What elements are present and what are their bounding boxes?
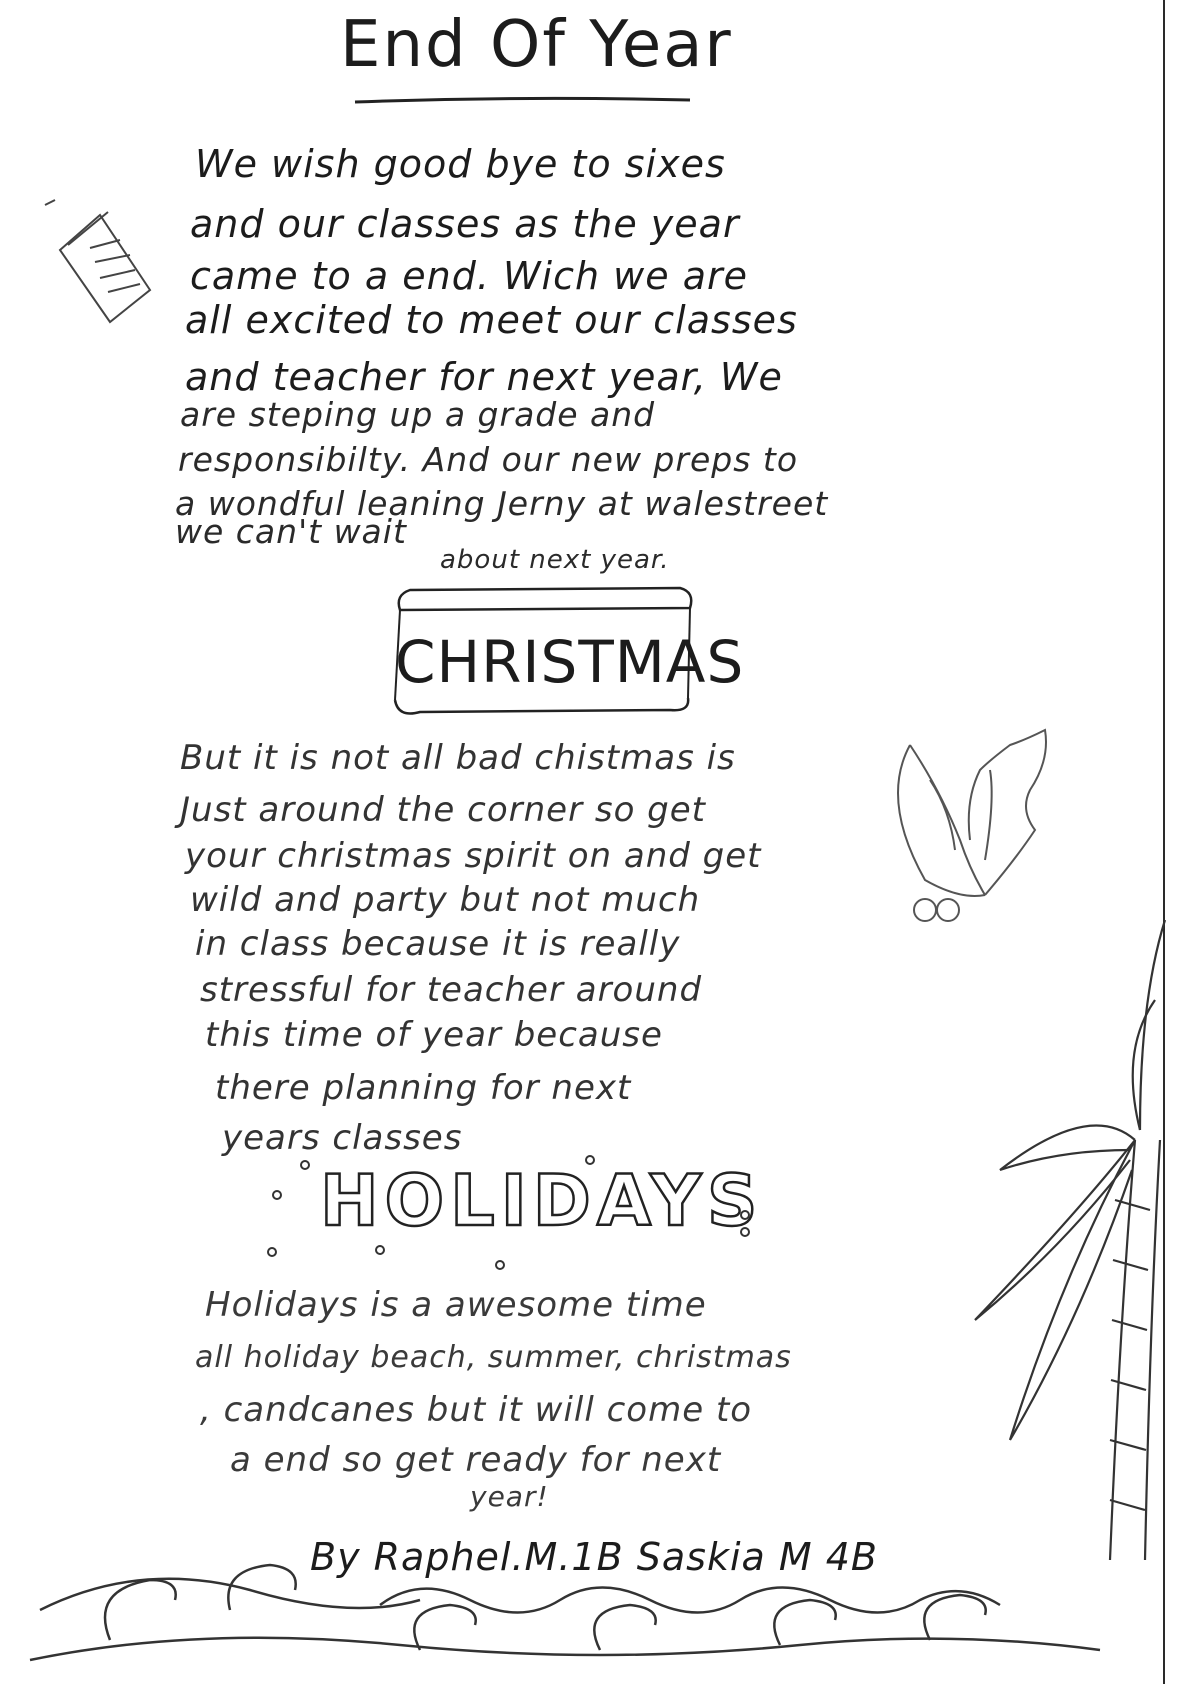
holidays-heading: HOLIDAYS bbox=[320, 1160, 764, 1242]
text-line: about next year. bbox=[440, 545, 670, 575]
text-line: and our classes as the year bbox=[190, 202, 740, 246]
text-line: But it is not all bad chistmas is bbox=[180, 738, 736, 778]
text-line: Holidays is a awesome time bbox=[205, 1285, 707, 1325]
page-title: End Of Year bbox=[340, 8, 733, 82]
text-line: a end so get ready for next bbox=[230, 1440, 722, 1480]
text-line: , candcanes but it will come to bbox=[200, 1390, 753, 1430]
text-line: year! bbox=[470, 1480, 549, 1513]
text-line: We wish good bye to sixes bbox=[195, 142, 726, 186]
text-line: this time of year because bbox=[205, 1015, 663, 1055]
text-line: a wondful leaning Jerny at walestreet bbox=[175, 484, 829, 523]
text-line: we can't wait bbox=[175, 512, 407, 551]
christmas-heading: CHRISTMAS bbox=[395, 628, 745, 696]
text-line: are steping up a grade and bbox=[180, 395, 656, 434]
text-line: your christmas spirit on and get bbox=[185, 836, 762, 876]
text-line: Just around the corner so get bbox=[180, 790, 707, 830]
text-line: all excited to meet our classes bbox=[185, 298, 798, 342]
text-line: and teacher for next year, We bbox=[185, 355, 783, 399]
text-line: responsibilty. And our new preps to bbox=[178, 440, 799, 479]
text-line: there planning for next bbox=[215, 1068, 632, 1108]
author-byline: By Raphel.M.1B Saskia M 4B bbox=[310, 1535, 878, 1579]
text-line: came to a end. Wich we are bbox=[190, 254, 748, 298]
text-line: all holiday beach, summer, christmas bbox=[195, 1340, 792, 1375]
text-line: wild and party but not much bbox=[190, 880, 701, 920]
text-line: in class because it is really bbox=[195, 924, 681, 964]
text-line: years classes bbox=[222, 1118, 463, 1158]
text-line: stressful for teacher around bbox=[200, 970, 703, 1010]
